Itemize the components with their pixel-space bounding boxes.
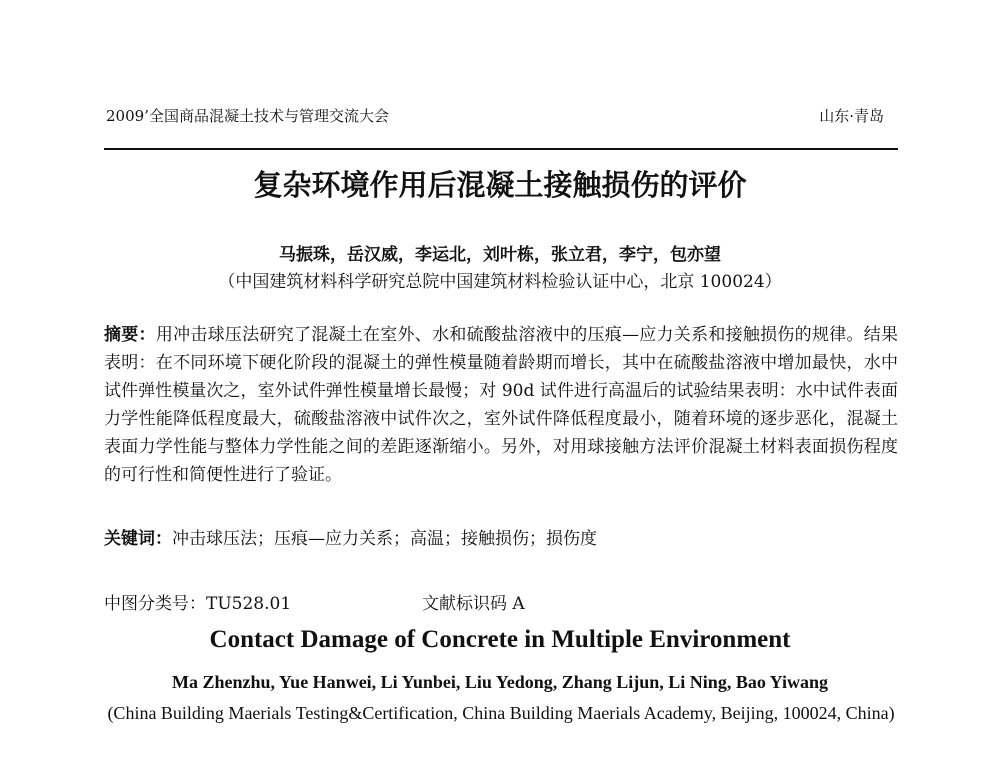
keywords-cn <box>104 526 898 552</box>
document-code: 文献标识码 A <box>422 594 525 614</box>
abstract-cn <box>104 321 898 489</box>
abstract-label: 摘要： <box>104 325 156 345</box>
running-header <box>106 104 884 128</box>
conference-name: 2009’全国商品混凝土技术与管理交流大会 <box>106 107 389 125</box>
classification-number: 中图分类号：TU528.01 <box>104 594 292 614</box>
abstract-text: 用冲击球压法研究了混凝土在室外、水和硫酸盐溶液中的压痕—应力关系和接触损伤的规律。结果表明：在不同环境下硬化阶段的混凝土的弹性模量随着龄期而增长，其中在硫酸盐溶液中增加最快，水中试件弹性模量次之，室外试件弹性模量增长最慢；对 90d 试件进行高温后的试验结果表明：水中试件表面力学性能降低程度最大，硫酸盐溶液中试件次之，室外试件降低程度最小，随着环境的逐步恶化，混凝土表面力学性能与整体力学性能之间的差距逐渐缩小。另外，对用球接触方法评价混凝土材料表面损伤程度的可行性和简便性进行了验证。 <box>104 325 899 485</box>
affiliation-en: (China Building Maerials Testing&Certification, China Building Maerials Academy, Beijing, 100024, China) <box>107 703 895 723</box>
classification-line <box>104 591 898 617</box>
keywords-text: 冲击球压法；压痕—应力关系；高温；接触损伤；损伤度 <box>172 529 597 549</box>
paper-title-en: Contact Damage of Concrete in Multiple Environment <box>209 626 791 653</box>
paper-title-cn: 复杂环境作用后混凝土接触损伤的评价 <box>253 168 747 202</box>
authors-en: Ma Zhenzhu, Yue Hanwei, Li Yunbei, Liu Yedong, Zhang Lijun, Li Ning, Bao Yiwang <box>171 672 828 692</box>
keywords-label: 关键词： <box>104 529 172 549</box>
authors-cn: 马振珠，岳汉威，李运北，刘叶栋，张立君，李宁，包亦望 <box>279 245 721 265</box>
affiliation-cn: （中国建筑材料科学研究总院中国建筑材料检验认证中心，北京 100024） <box>218 272 782 292</box>
header-divider <box>104 148 898 150</box>
conference-location: 山东·青岛 <box>819 107 884 125</box>
